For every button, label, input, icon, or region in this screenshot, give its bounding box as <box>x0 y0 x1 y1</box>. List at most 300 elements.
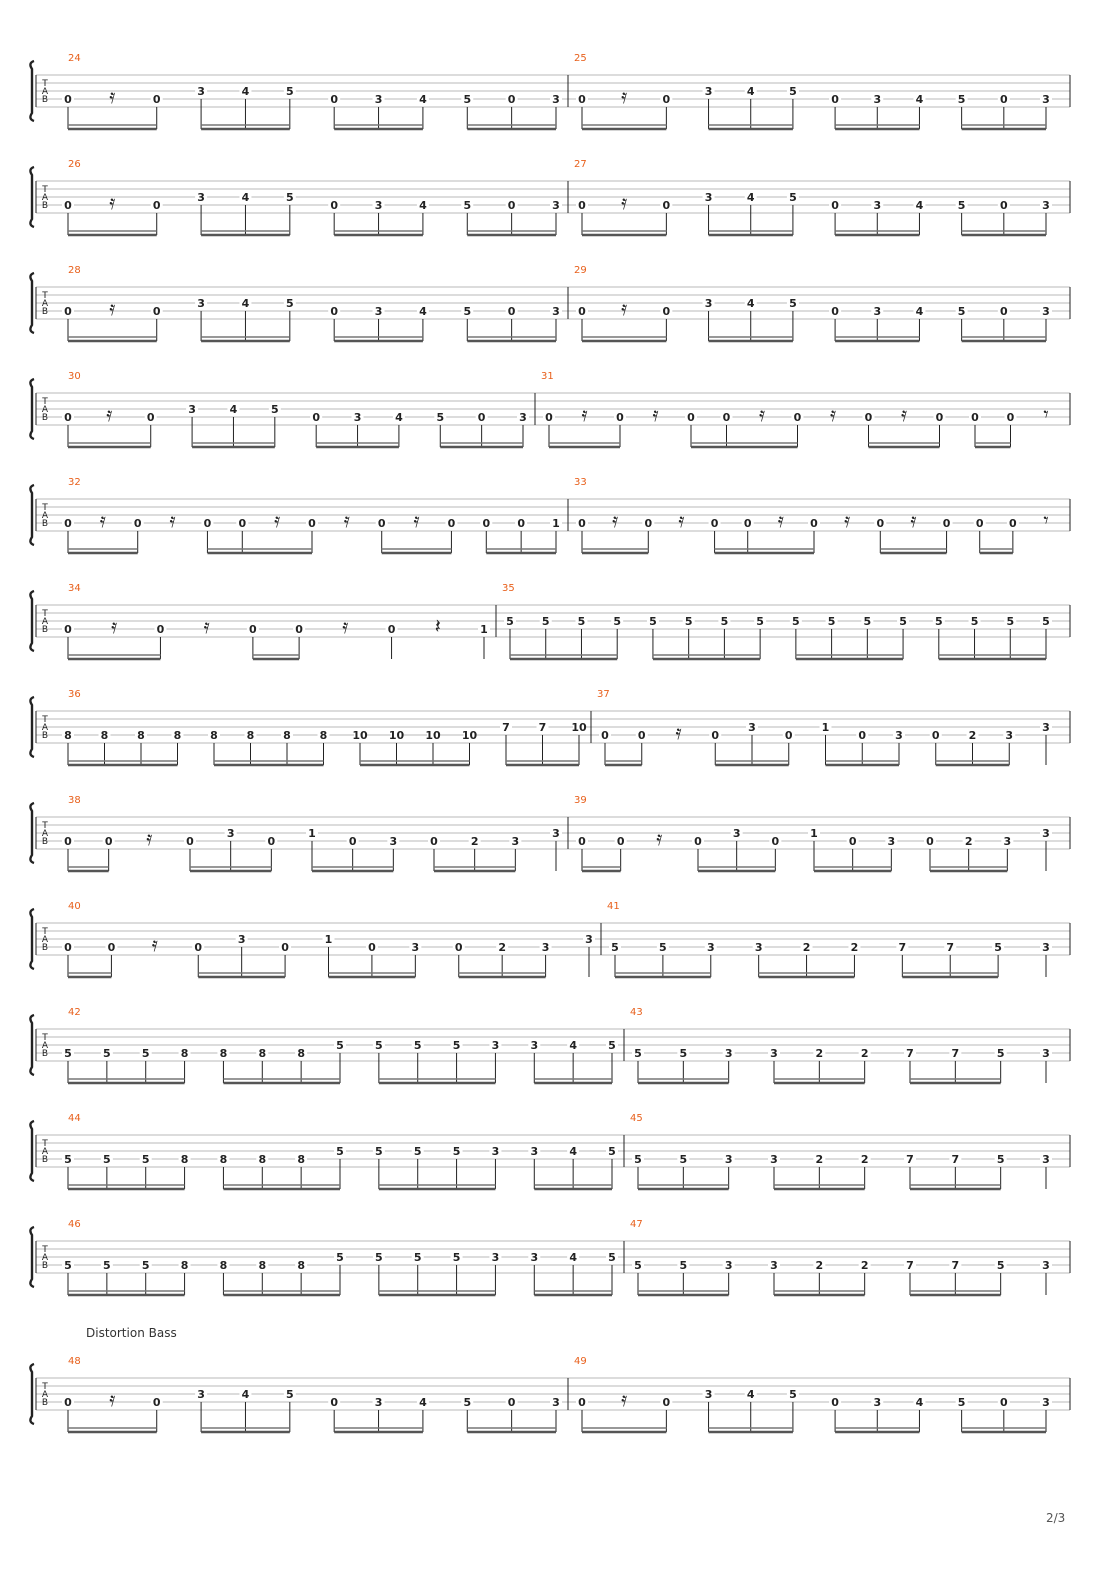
fret-number: 5 <box>64 1259 72 1272</box>
fret-number: 8 <box>100 729 109 742</box>
fret-number: 0 <box>330 305 339 318</box>
rest-symbol: 𝄿 <box>111 614 118 638</box>
fret-number: 0 <box>477 411 486 424</box>
rest-symbol: 𝄿 <box>146 826 153 850</box>
fret-number: 3 <box>541 941 550 954</box>
fret-number: 5 <box>756 615 764 628</box>
fret-number: 5 <box>452 1145 461 1158</box>
fret-number: 0 <box>330 199 339 212</box>
system-bracket <box>30 167 34 227</box>
system-bracket <box>30 273 34 333</box>
measure-number: 32 <box>68 477 81 488</box>
fret-number: 3 <box>585 933 593 946</box>
fret-number: 0 <box>64 199 72 212</box>
fret-number: 7 <box>951 1047 960 1060</box>
instrument-label: Distortion Bass <box>86 1326 177 1340</box>
fret-number: 8 <box>258 1047 267 1060</box>
measure-number: 33 <box>574 477 587 488</box>
fret-number: 0 <box>267 835 276 848</box>
fret-number: 3 <box>1003 835 1012 848</box>
rest-symbol: 𝄿 <box>342 614 349 638</box>
measure-number: 24 <box>68 53 81 64</box>
fret-number: 10 <box>461 729 478 742</box>
fret-number: 7 <box>906 1047 914 1060</box>
fret-number: 0 <box>876 517 885 530</box>
fret-number: 0 <box>238 517 247 530</box>
fret-number: 0 <box>999 305 1008 318</box>
fret-number: 3 <box>704 191 713 204</box>
fret-number: 0 <box>507 305 516 318</box>
fret-number: 2 <box>498 941 506 954</box>
fret-number: 0 <box>348 835 357 848</box>
fret-number: 3 <box>1042 941 1050 954</box>
fret-number: 8 <box>297 1047 305 1060</box>
fret-number: 0 <box>152 93 161 106</box>
fret-number: 0 <box>377 517 386 530</box>
fret-number: 4 <box>746 297 755 310</box>
fret-number: 3 <box>887 835 896 848</box>
measure-number: 29 <box>574 265 587 276</box>
fret-number: 5 <box>577 615 586 628</box>
system-bracket <box>30 1364 34 1424</box>
fret-number: 8 <box>180 1259 189 1272</box>
tab-clef-letter: A <box>41 299 49 309</box>
tab-clef-letter: B <box>41 413 49 423</box>
fret-number: 5 <box>634 1259 642 1272</box>
fret-number: 4 <box>419 1396 427 1409</box>
fret-number: 2 <box>860 1153 869 1166</box>
fret-number: 7 <box>951 1153 960 1166</box>
fret-number: 8 <box>219 1047 228 1060</box>
fret-number: 8 <box>246 729 255 742</box>
fret-number: 0 <box>662 305 671 318</box>
fret-number: 8 <box>137 729 145 742</box>
fret-number: 0 <box>975 517 984 530</box>
measure-number: 36 <box>68 689 81 700</box>
fret-number: 3 <box>237 933 246 946</box>
fret-number: 0 <box>368 941 376 954</box>
fret-number: 5 <box>141 1047 150 1060</box>
rest-symbol: 𝄿 <box>109 1387 116 1411</box>
fret-number: 3 <box>873 1396 882 1409</box>
fret-number: 10 <box>352 729 368 742</box>
fret-number: 2 <box>815 1259 824 1272</box>
fret-number: 5 <box>413 1039 422 1052</box>
rest-symbol: 𝄿 <box>675 720 682 744</box>
fret-number: 0 <box>971 411 979 424</box>
fret-number: 3 <box>491 1039 500 1052</box>
fret-number: 5 <box>659 941 667 954</box>
fret-number: 0 <box>710 517 719 530</box>
rest-symbol: 𝄿 <box>612 508 619 532</box>
rest-symbol: 𝄿 <box>621 190 628 214</box>
fret-number: 1 <box>324 933 333 946</box>
fret-number: 5 <box>613 615 622 628</box>
measure-number: 31 <box>541 371 554 382</box>
fret-number: 5 <box>141 1259 150 1272</box>
tab-clef-letter: T <box>42 291 48 301</box>
fret-number: 0 <box>295 623 303 636</box>
fret-number: 7 <box>906 1153 914 1166</box>
fret-number: 5 <box>452 1039 461 1052</box>
fret-number: 4 <box>241 1388 250 1401</box>
rest-symbol: 𝄿 <box>844 508 851 532</box>
fret-number: 4 <box>915 305 924 318</box>
fret-number: 4 <box>569 1145 577 1158</box>
fret-number: 0 <box>482 517 491 530</box>
tab-clef-letter: B <box>41 1155 49 1165</box>
fret-number: 0 <box>64 623 72 636</box>
fret-number: 5 <box>103 1153 111 1166</box>
fret-number: 0 <box>133 517 142 530</box>
fret-number: 0 <box>107 941 116 954</box>
fret-number: 0 <box>644 517 653 530</box>
system-bracket <box>30 697 34 757</box>
system-bracket <box>30 909 34 969</box>
fret-number: 3 <box>552 93 560 106</box>
rest-symbol: 𝄿 <box>169 508 176 532</box>
fret-number: 3 <box>511 835 520 848</box>
fret-number: 4 <box>241 191 250 204</box>
fret-number: 0 <box>999 1396 1008 1409</box>
tab-clef-letter: T <box>42 397 48 407</box>
measure-number: 26 <box>68 159 81 170</box>
fret-number: 0 <box>743 517 752 530</box>
fret-number: 2 <box>968 729 977 742</box>
fret-number: 3 <box>552 305 560 318</box>
fret-number: 2 <box>802 941 811 954</box>
fret-number: 7 <box>538 721 547 734</box>
fret-number: 2 <box>470 835 479 848</box>
fret-number: 3 <box>389 835 398 848</box>
fret-number: 3 <box>530 1039 539 1052</box>
rest-symbol: 𝄿 <box>203 614 210 638</box>
fret-number: 0 <box>152 199 161 212</box>
tab-clef-letter: T <box>42 927 48 937</box>
fret-number: 3 <box>724 1153 733 1166</box>
fret-number: 5 <box>64 1153 72 1166</box>
fret-number: 5 <box>863 615 872 628</box>
fret-number: 5 <box>141 1153 150 1166</box>
fret-number: 0 <box>578 93 586 106</box>
fret-number: 5 <box>934 615 943 628</box>
rest-symbol: 𝄿 <box>621 1387 628 1411</box>
fret-number: 3 <box>873 199 882 212</box>
measure-number: 34 <box>68 583 81 594</box>
fret-number: 0 <box>64 835 72 848</box>
fret-number: 3 <box>748 721 756 734</box>
fret-number: 0 <box>831 199 839 212</box>
fret-number: 5 <box>792 615 800 628</box>
rest-symbol: 𝄿 <box>109 296 116 320</box>
fret-number: 5 <box>994 941 1002 954</box>
tab-clef-letter: T <box>42 715 48 725</box>
tab-clef-letter: T <box>42 609 48 619</box>
fret-number: 3 <box>1042 1153 1050 1166</box>
fret-number: 2 <box>860 1259 869 1272</box>
page-number: 2/3 <box>1046 1511 1066 1525</box>
fret-number: 1 <box>480 623 488 636</box>
fret-number: 4 <box>746 85 755 98</box>
fret-number: 3 <box>530 1145 539 1158</box>
fret-number: 0 <box>637 729 646 742</box>
measure-number: 42 <box>68 1007 81 1018</box>
rest-symbol: 𝄿 <box>109 190 116 214</box>
fret-number: 0 <box>64 517 72 530</box>
fret-number: 5 <box>285 297 294 310</box>
tab-clef-letter: A <box>41 617 49 627</box>
tab-clef-letter: A <box>41 405 49 415</box>
fret-number: 3 <box>552 1396 560 1409</box>
fret-number: 5 <box>789 1388 797 1401</box>
tab-clef-letter: A <box>41 1253 49 1263</box>
fret-number: 3 <box>519 411 527 424</box>
fret-number: 4 <box>746 191 755 204</box>
fret-number: 0 <box>146 411 155 424</box>
tab-clef-letter: A <box>41 511 49 521</box>
fret-number: 5 <box>611 941 619 954</box>
fret-number: 5 <box>375 1039 383 1052</box>
fret-number: 0 <box>810 517 818 530</box>
fret-number: 5 <box>827 615 836 628</box>
fret-number: 0 <box>578 517 586 530</box>
rest-symbol: 𝄿 <box>109 84 116 108</box>
fret-number: 3 <box>1042 199 1050 212</box>
fret-number: 3 <box>873 93 882 106</box>
fret-number: 3 <box>1042 93 1050 106</box>
tab-clef-letter: A <box>41 1390 49 1400</box>
fret-number: 3 <box>197 191 205 204</box>
fret-number: 0 <box>507 199 516 212</box>
fret-number: 0 <box>831 305 839 318</box>
fret-number: 0 <box>831 93 839 106</box>
fret-number: 7 <box>946 941 955 954</box>
fret-number: 8 <box>258 1259 267 1272</box>
fret-number: 0 <box>64 1396 72 1409</box>
measure-number: 37 <box>597 689 610 700</box>
system-bracket <box>30 1227 34 1287</box>
rest-symbol: 𝄿 <box>581 402 588 426</box>
fret-number: 3 <box>491 1251 500 1264</box>
rest-symbol: 𝄿 <box>678 508 685 532</box>
fret-number: 8 <box>219 1153 228 1166</box>
fret-number: 5 <box>957 93 966 106</box>
tab-clef-letter: A <box>41 87 49 97</box>
rest-symbol: 𝄿 <box>652 402 659 426</box>
fret-number: 0 <box>330 93 339 106</box>
fret-number: 0 <box>387 623 396 636</box>
fret-number: 5 <box>463 305 472 318</box>
fret-number: 0 <box>942 517 951 530</box>
tab-clef-letter: A <box>41 1041 49 1051</box>
fret-number: 1 <box>552 517 560 530</box>
fret-number: 5 <box>506 615 514 628</box>
fret-number: 5 <box>899 615 907 628</box>
fret-number: 10 <box>388 729 405 742</box>
fret-number: 8 <box>297 1259 305 1272</box>
fret-number: 5 <box>634 1047 642 1060</box>
fret-number: 0 <box>864 411 873 424</box>
fret-number: 7 <box>906 1259 914 1272</box>
rest-symbol: 𝄿 <box>777 508 784 532</box>
fret-number: 3 <box>353 411 362 424</box>
system-bracket <box>30 1015 34 1075</box>
fret-number: 4 <box>915 1396 924 1409</box>
fret-number: 0 <box>935 411 944 424</box>
fret-number: 3 <box>1042 1259 1050 1272</box>
fret-number: 0 <box>249 623 257 636</box>
fret-number: 0 <box>793 411 802 424</box>
fret-number: 3 <box>895 729 903 742</box>
fret-number: 2 <box>815 1047 824 1060</box>
fret-number: 0 <box>926 835 934 848</box>
fret-number: 3 <box>374 305 383 318</box>
tab-clef-letter: B <box>41 837 49 847</box>
fret-number: 4 <box>569 1251 577 1264</box>
measure-number: 25 <box>574 53 587 64</box>
rest-symbol: 𝄿 <box>343 508 350 532</box>
fret-number: 0 <box>711 729 720 742</box>
fret-number: 8 <box>180 1047 189 1060</box>
tab-clef-letter: B <box>41 625 49 635</box>
fret-number: 5 <box>789 191 797 204</box>
fret-number: 3 <box>1042 827 1050 840</box>
fret-number: 0 <box>517 517 525 530</box>
fret-number: 5 <box>463 1396 472 1409</box>
system-bracket <box>30 803 34 863</box>
fret-number: 5 <box>375 1145 383 1158</box>
fret-number: 5 <box>957 199 966 212</box>
fret-number: 0 <box>722 411 731 424</box>
fret-number: 0 <box>64 411 72 424</box>
fret-number: 3 <box>374 93 383 106</box>
fret-number: 5 <box>679 1259 688 1272</box>
rest-symbol: 𝄿 <box>99 508 106 532</box>
fret-number: 5 <box>684 615 693 628</box>
fret-number: 0 <box>616 835 625 848</box>
fret-number: 5 <box>463 199 472 212</box>
rest-symbol: 𝄿 <box>106 402 113 426</box>
fret-number: 5 <box>720 615 729 628</box>
rest-symbol: 𝄿 <box>621 296 628 320</box>
fret-number: 1 <box>810 827 818 840</box>
fret-number: 4 <box>915 199 924 212</box>
fret-number: 5 <box>64 1047 72 1060</box>
rest-symbol: 𝄿 <box>910 508 917 532</box>
tab-clef-letter: B <box>41 307 49 317</box>
fret-number: 5 <box>1006 615 1015 628</box>
fret-number: 5 <box>103 1047 111 1060</box>
fret-number: 5 <box>375 1251 383 1264</box>
fret-number: 3 <box>704 1388 713 1401</box>
fret-number: 5 <box>1042 615 1050 628</box>
fret-number: 3 <box>374 1396 383 1409</box>
fret-number: 3 <box>188 403 196 416</box>
fret-number: 2 <box>860 1047 869 1060</box>
fret-number: 5 <box>285 85 294 98</box>
fret-number: 3 <box>704 297 713 310</box>
fret-number: 5 <box>679 1047 688 1060</box>
fret-number: 5 <box>541 615 550 628</box>
measure-number: 38 <box>68 795 81 806</box>
fret-number: 3 <box>724 1047 733 1060</box>
fret-number: 2 <box>815 1153 824 1166</box>
fret-number: 5 <box>463 93 472 106</box>
fret-number: 5 <box>957 1396 966 1409</box>
fret-number: 8 <box>219 1259 228 1272</box>
fret-number: 3 <box>552 199 560 212</box>
fret-number: 0 <box>662 93 671 106</box>
fret-number: 5 <box>608 1251 616 1264</box>
measure-number: 40 <box>68 901 81 912</box>
fret-number: 0 <box>545 411 553 424</box>
fret-number: 0 <box>687 411 695 424</box>
fret-number: 0 <box>578 199 586 212</box>
fret-number: 5 <box>679 1153 688 1166</box>
fret-number: 0 <box>858 729 867 742</box>
tab-clef-letter: T <box>42 1139 48 1149</box>
fret-number: 4 <box>419 93 427 106</box>
fret-number: 8 <box>173 729 182 742</box>
rest-symbol: 𝄿 <box>151 932 158 956</box>
tab-clef-letter: T <box>42 821 48 831</box>
rest-symbol: 𝄾 <box>1043 402 1049 426</box>
fret-number: 0 <box>186 835 194 848</box>
tab-clef-letter: A <box>41 1147 49 1157</box>
tab-clef-letter: A <box>41 723 49 733</box>
fret-number: 0 <box>578 835 586 848</box>
tab-clef-letter: T <box>42 1382 48 1392</box>
fret-number: 3 <box>1042 1047 1050 1060</box>
fret-number: 3 <box>226 827 235 840</box>
fret-number: 0 <box>507 93 516 106</box>
fret-number: 0 <box>578 305 586 318</box>
rest-symbol: 𝄽 <box>434 614 441 638</box>
fret-number: 5 <box>608 1039 616 1052</box>
rest-symbol: 𝄿 <box>621 84 628 108</box>
fret-number: 8 <box>258 1153 267 1166</box>
fret-number: 2 <box>964 835 973 848</box>
fret-number: 3 <box>770 1047 778 1060</box>
fret-number: 0 <box>454 941 463 954</box>
system-bracket <box>30 1121 34 1181</box>
fret-number: 3 <box>491 1145 500 1158</box>
tab-clef-letter: B <box>41 201 49 211</box>
fret-number: 5 <box>957 305 966 318</box>
fret-number: 5 <box>996 1153 1005 1166</box>
fret-number: 5 <box>634 1153 642 1166</box>
rest-symbol: 𝄾 <box>1043 508 1049 532</box>
fret-number: 4 <box>419 305 427 318</box>
fret-number: 3 <box>706 941 715 954</box>
fret-number: 0 <box>848 835 857 848</box>
rest-symbol: 𝄿 <box>413 508 420 532</box>
fret-number: 0 <box>1009 517 1017 530</box>
fret-number: 0 <box>578 1396 586 1409</box>
fret-number: 8 <box>210 729 218 742</box>
fret-number: 5 <box>789 297 797 310</box>
fret-number: 0 <box>430 835 438 848</box>
measure-number: 35 <box>502 583 515 594</box>
fret-number: 0 <box>194 941 203 954</box>
fret-number: 8 <box>64 729 72 742</box>
tab-clef-letter: T <box>42 79 48 89</box>
tab-clef-letter: B <box>41 1049 49 1059</box>
measure-number: 30 <box>68 371 81 382</box>
fret-number: 0 <box>64 93 72 106</box>
tab-clef-letter: B <box>41 943 49 953</box>
fret-number: 3 <box>552 827 560 840</box>
